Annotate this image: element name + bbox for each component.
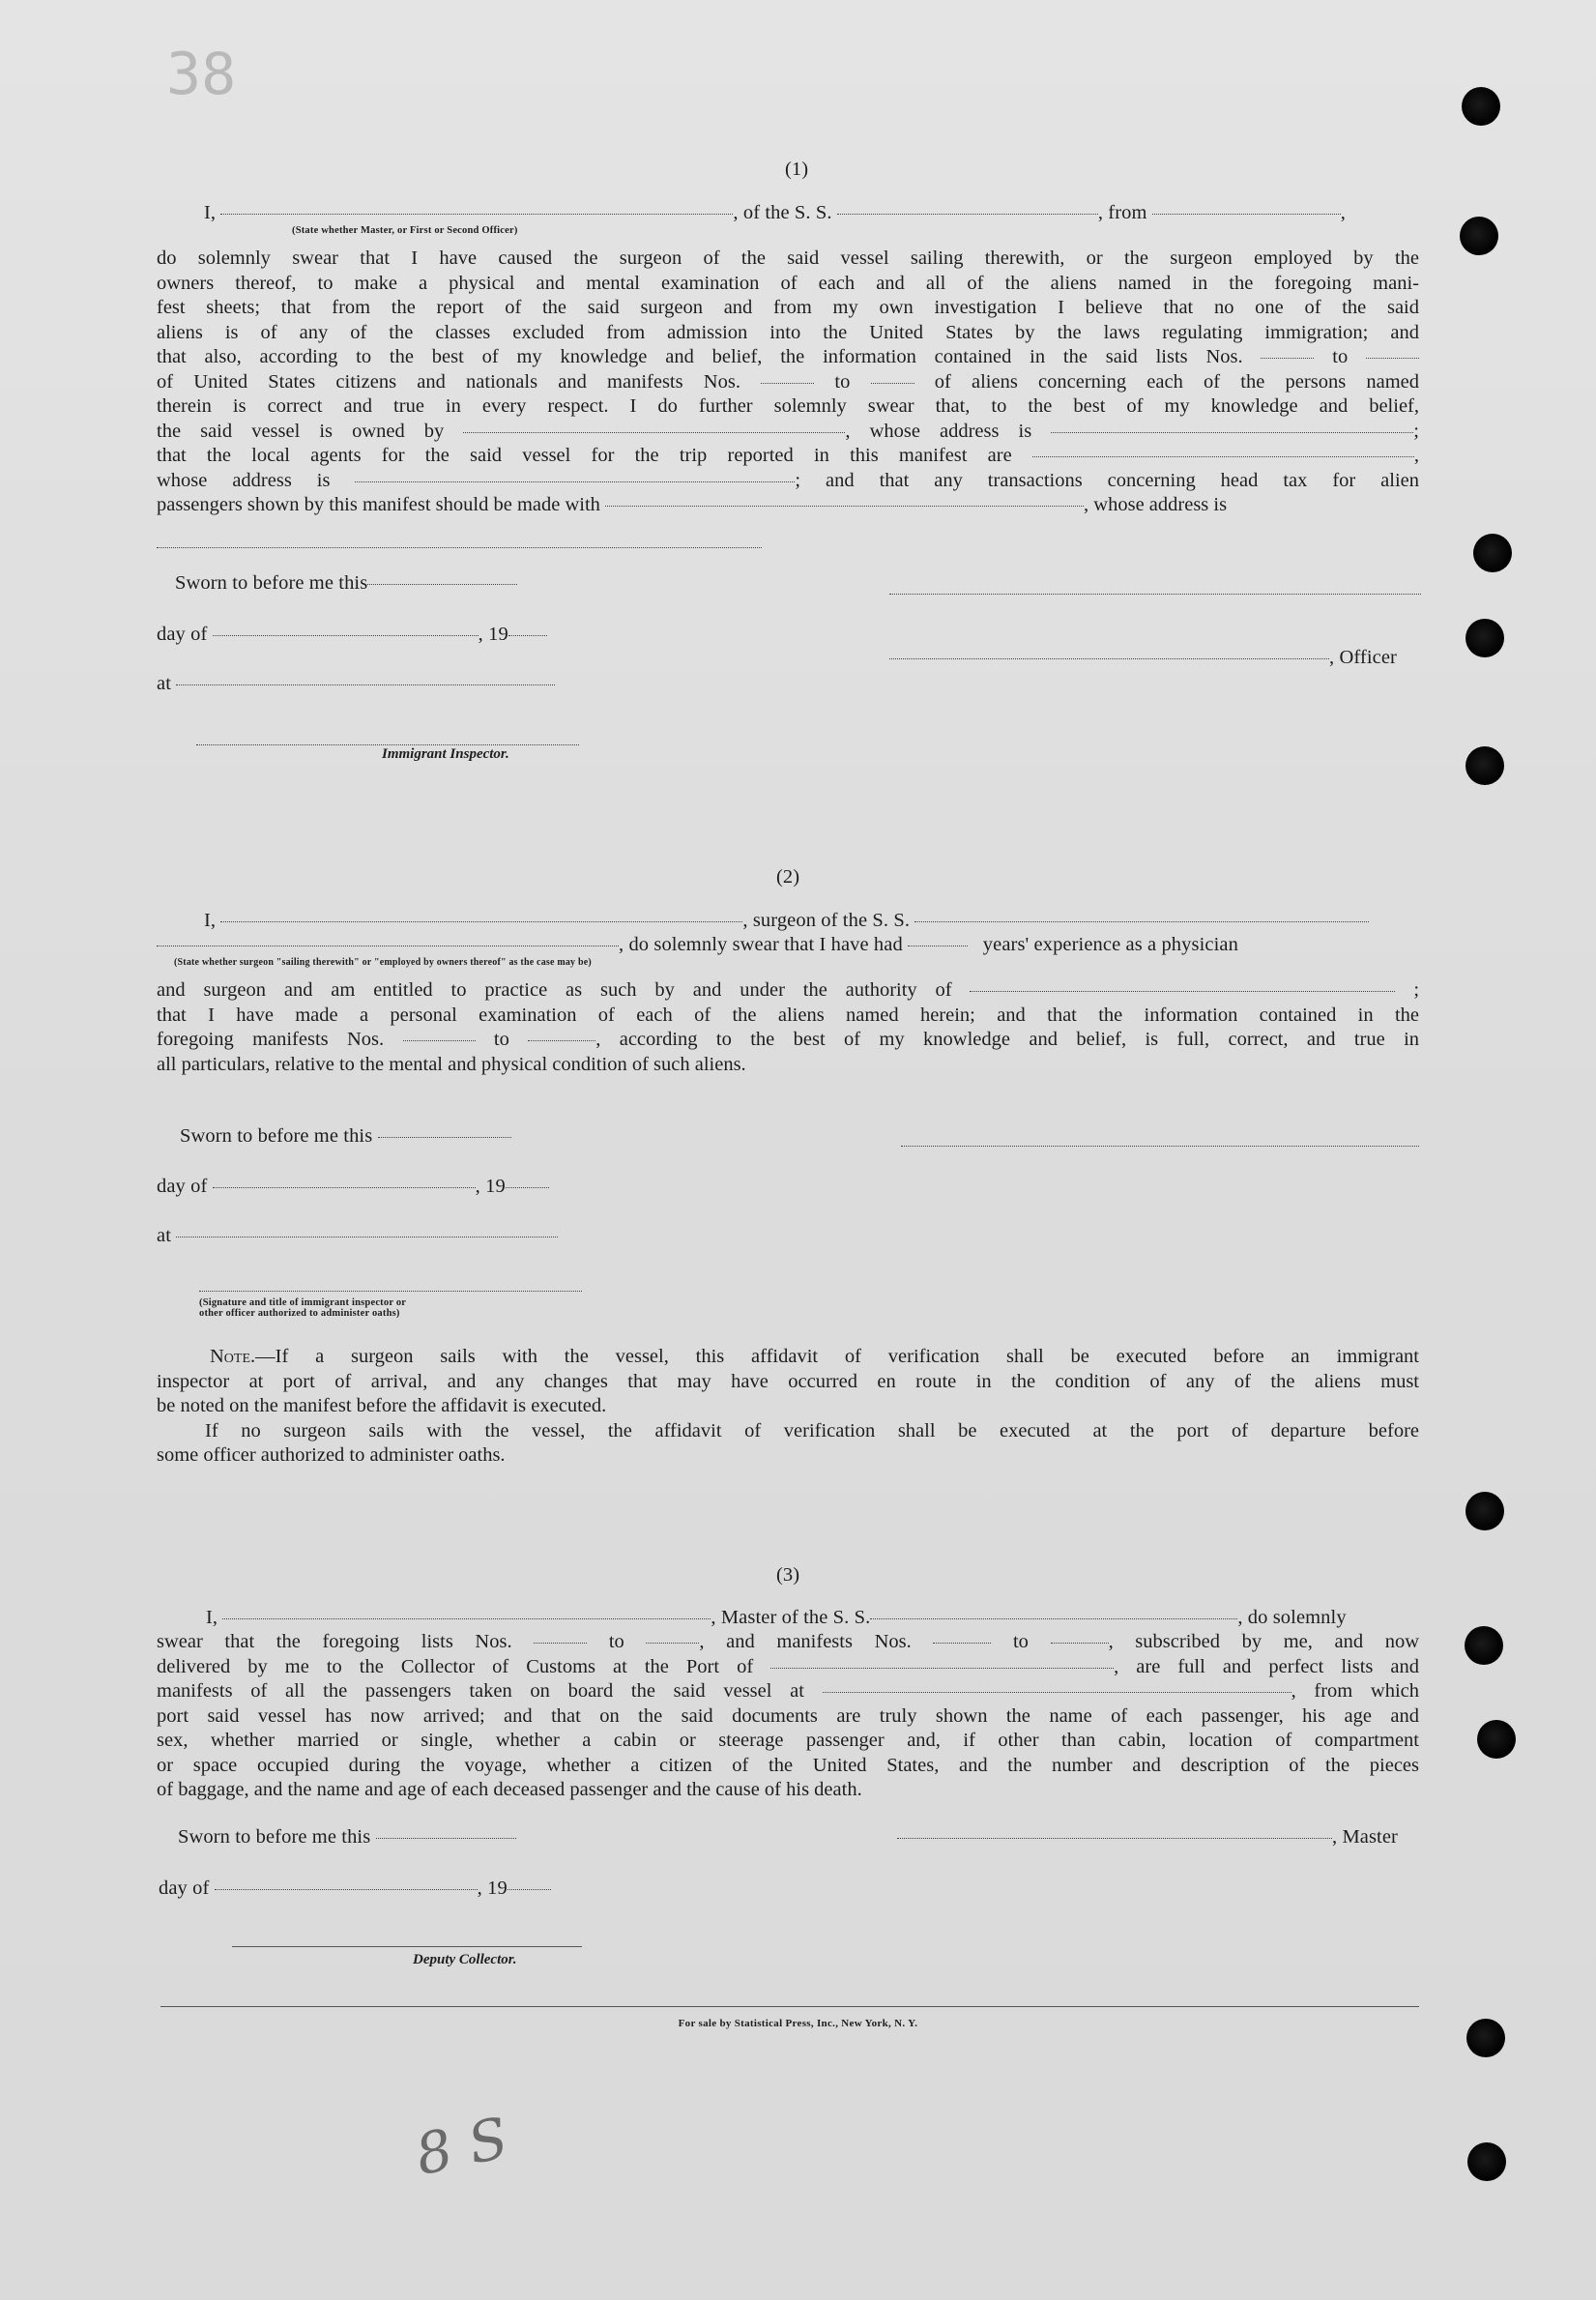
deputy-collector-label: Deputy Collector. [413, 1952, 517, 1967]
section-1-line-1: I, , of the S. S. , from , [204, 202, 1346, 223]
section-1-body: do solemnly swear that I have caused the surgeon of the said vessel sailing therewith, or the surgeon employed by the owners thereof, to make a physical and mental examination of each and all of the aliens named in the foregoing mani- fest sheets; that from the report of the said surgeon and from my own investigation I believe that no one of the said aliens is of any of the classes excluded from admission into the United States by the laws regulating immigration; and that also, according to the best of my knowledge and belief, the information contained in the said lists Nos. to of United States citizens and nationals and manifests Nos. to of aliens concerning each of the persons named therein is correct and true in every respect. I do further solemnly swear that, to the best of my knowledge and belief, the said vessel is owned by , whose address is ; that the local agents for the said vessel for the trip reported in this manifest are , whose address is ; and that any transactions concerning head tax for alien passengers shown by this manifest should be made with , whose address is [157, 247, 1420, 515]
signature-caption: (Signature and title of immigrant inspector or other officer authorized to administer oaths) [199, 1297, 407, 1319]
surgeon-caption: (State whether surgeon "sailing therewith" or "employed by owners thereof" as the case may be) [174, 957, 592, 968]
master-label: , Master [1332, 1826, 1398, 1848]
punch-hole [1460, 217, 1498, 255]
page-number-mark: 38 [166, 41, 237, 108]
punch-hole [1477, 1720, 1516, 1759]
footer-rule [160, 2006, 1419, 2007]
punch-hole [1465, 1492, 1504, 1530]
punch-hole [1462, 87, 1500, 126]
section-3-heading: (3) [776, 1564, 800, 1586]
section-2-heading: (2) [776, 866, 800, 888]
punch-hole [1465, 746, 1504, 785]
note: Note.—If a surgeon sails with the vessel, this affidavit of verification shall be executed before an immigrant inspector at port of arrival, and any changes that may have occurred en route in the condition of any of the aliens must be noted on the manifest before the affidavit is executed. If no surgeon sails with the vessel, the affidavit of verification shall be executed at the port of departure before some officer authorized to administer oaths. [157, 1346, 1419, 1466]
document-page: 38 (1) I, , of the S. S. , from , (State whether Master, or First or Second Officer) do solemnly swear that I have caused the surgeon of the said vessel sailing therewith, or the surgeon employed by the owners thereof, to make a physical and mental examination of each and all of the aliens named in the foregoing mani- fest sheets; that from the report of the said surgeon and from my own investigation I believe that no one of the said aliens is of any of the classes excluded from admission into the United States by the laws regulating immigration; and that also, according to the best of my knowledge and belief, the information contained in the said lists Nos. to of United States citizens and nationals and manifests Nos. to of aliens concerning each of the persons named therein is correct and true in every respect. I do further solemnly swear that, to the best of my knowledge and belief, the said vessel is owned by , whose address is ; that the local agents for the said vessel for the trip reported in this manifest are , whose address is ; and that any transactions concerning head tax for alien passengers shown by this manifest should be made with , whose address is Sworn to before me this day of , 19 , Officer at Immigrant Inspector. (2) I, , surgeon of the S. S. , do solemnly swear that I have had years' experience as a physician (State whether surgeon "sailing therewith" or "employed by owners thereof" as the case may be) and surgeon and am entitled to practice as such by and under the authority of ; that I have made a personal examination of each of the aliens named herein; and that the information contained in the foregoing manifests Nos. to , according to the best of my knowledge and belief, is full, correct, and true in all particulars, relative to the mental and physical condition of such aliens. Sworn to before me this day of , 19 at (Signature and title of immigrant inspector or other officer authorized to administer oaths) Note.—If a surgeon sails with the vessel, this affidavit of verification shall be executed before an immigrant inspector at port of arrival, and any changes that may have occurred en route in the condition of any of the aliens must be noted on the manifest before the affidavit is executed. If no surgeon sails with the vessel, the affidavit of verification shall be executed at the port of departure before some officer authorized to administer oaths. (3) I, , Master of the S. S. , do solemnly swear that the foregoing lists Nos. to , and manifests Nos. to , subscribed by me, and now delivered by me to the Collector of Customs at the Port of , are full and perfect lists and manifests of all the passengers taken on board the said vessel at , from which port said vessel has now arrived; and that on the said documents are truly shown the name of each passenger, his age and sex, whether married or single, whether a cabin or steerage passenger and, if other than cabin, location of compartment or space occupied during the voyage, whether a citizen of the United States, and the number and description of the pieces of baggage, and the name and age of each deceased passenger and the cause of his death. Sworn to before me this , Master day of , 19 Deputy Collector. For sale by Statistical Press, Inc., New York, N. Y. 8 S [0, 0, 1596, 2300]
immigrant-inspector-label: Immigrant Inspector. [382, 746, 509, 762]
officer-caption: (State whether Master, or First or Second Officer) [292, 225, 518, 236]
day-of-label: day of [157, 624, 208, 645]
section-2-body: and surgeon and am entitled to practice as such by and under the authority of ; that I have made a personal examination of each of the aliens named herein; and that the information contained in the foregoing manifests Nos. to , according to the best of my knowledge and belief, is full, correct, and true in all particulars, relative to the mental and physical condition of such aliens. [157, 979, 1420, 1075]
handwritten-mark: 8 S [409, 2104, 514, 2189]
section-3-body: swear that the foregoing lists Nos. to , and manifests Nos. to , subscribed by me, and now delivered by me to the Collector of Customs at the Port of , are full and perfect lists and manifests of all the passengers taken on board the said vessel at , from which port said vessel has now arrived; and that on the said documents are truly shown the name of each passenger, his age and sex, whether married or single, whether a cabin or steerage passenger and, if other than cabin, location of compartment or space occupied during the voyage, whether a citizen of the United States, and the number and description of the pieces of baggage, and the name and age of each deceased passenger and the cause of his death. [157, 1631, 1420, 1800]
officer-label: , Officer [1329, 647, 1397, 668]
note-label: Note. [210, 1346, 256, 1367]
punch-hole [1473, 534, 1512, 572]
section-1-heading: (1) [785, 159, 809, 180]
footer-imprint: For sale by Statistical Press, Inc., New York, N. Y. [678, 2018, 918, 2029]
punch-hole [1465, 1626, 1503, 1665]
punch-hole [1467, 2142, 1506, 2181]
sworn-label: Sworn to before me this [175, 572, 368, 594]
punch-hole [1465, 619, 1504, 657]
